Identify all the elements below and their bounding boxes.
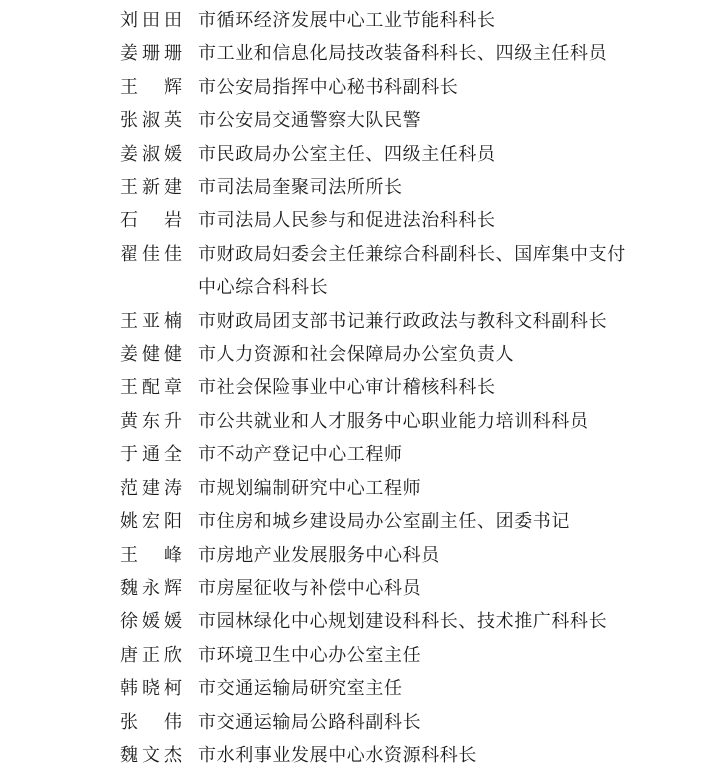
person-name: 王 峰 xyxy=(120,544,182,566)
person-title: 市公共就业和人才服务中心职业能力培训科科员 xyxy=(198,410,589,432)
list-item xyxy=(0,104,701,137)
person-name: 姜珊珊 xyxy=(120,43,182,65)
person-name: 韩晓柯 xyxy=(120,678,182,700)
list-item xyxy=(0,204,701,237)
person-name: 姚宏阳 xyxy=(120,511,182,533)
list-item xyxy=(0,4,701,37)
list-item xyxy=(0,605,701,638)
list-item xyxy=(0,371,701,404)
person-name: 魏文杰 xyxy=(120,744,182,766)
list-item xyxy=(0,505,701,538)
personnel-list xyxy=(0,4,701,772)
person-title: 市公安局指挥中心秘书科副科长 xyxy=(198,76,459,98)
person-title: 市财政局团支部书记兼行政政法与教科文科副科长 xyxy=(198,310,608,332)
list-item xyxy=(0,138,701,171)
person-title: 市公安局交通警察大队民警 xyxy=(198,110,422,132)
person-name: 姜淑媛 xyxy=(120,143,182,165)
list-item xyxy=(0,305,701,338)
person-title: 市环境卫生中心办公室主任 xyxy=(198,644,422,666)
list-item xyxy=(0,539,701,572)
person-name: 刘田田 xyxy=(120,10,182,31)
list-item xyxy=(0,672,701,705)
list-item xyxy=(0,438,701,471)
person-title: 市社会保险事业中心审计稽核科科长 xyxy=(198,377,496,399)
person-name: 于通全 xyxy=(120,444,182,466)
person-name: 魏永辉 xyxy=(120,577,182,599)
person-title: 市房地产业发展服务中心科员 xyxy=(198,544,440,566)
list-item xyxy=(0,639,701,672)
person-title: 市工业和信息化局技改装备科科长、四级主任科员 xyxy=(198,43,608,65)
list-item xyxy=(0,171,701,204)
person-name: 张淑英 xyxy=(120,110,182,132)
list-item xyxy=(0,472,701,505)
person-title: 市规划编制研究中心工程师 xyxy=(198,477,422,499)
person-title: 市司法局奎聚司法所所长 xyxy=(198,177,403,199)
person-name: 王配章 xyxy=(120,377,182,399)
person-name: 徐媛媛 xyxy=(120,611,182,633)
person-name: 姜健健 xyxy=(120,344,182,366)
person-title: 市不动产登记中心工程师 xyxy=(198,444,403,466)
person-name: 范建涛 xyxy=(120,477,182,499)
person-name: 王 辉 xyxy=(120,76,182,98)
person-title: 市人力资源和社会保障局办公室负责人 xyxy=(198,344,515,366)
person-title: 市民政局办公室主任、四级主任科员 xyxy=(198,143,496,165)
person-name: 王亚楠 xyxy=(120,310,182,332)
person-title: 市交通运输局公路科副科长 xyxy=(198,711,422,733)
person-name: 翟佳佳 xyxy=(120,243,182,265)
person-name: 唐正欣 xyxy=(120,644,182,666)
list-item xyxy=(0,706,701,739)
person-title: 市住房和城乡建设局办公室副主任、团委书记 xyxy=(198,511,570,533)
list-item xyxy=(0,71,701,104)
person-title: 市交通运输局研究室主任 xyxy=(198,678,403,700)
person-title: 市园林绿化中心规划建设科科长、技术推广科科长 xyxy=(198,611,608,633)
list-item xyxy=(0,37,701,70)
list-item xyxy=(0,739,701,772)
person-title: 市循环经济发展中心工业节能科科长 xyxy=(198,10,496,31)
list-item xyxy=(0,405,701,438)
person-title: 市司法局人民参与和促进法治科科长 xyxy=(198,210,496,232)
person-title: 市房屋征收与补偿中心科员 xyxy=(198,577,422,599)
person-name: 张 伟 xyxy=(120,711,182,733)
person-name: 黄东升 xyxy=(120,410,182,432)
person-title: 市水利事业发展中心水资源科科长 xyxy=(198,744,477,766)
person-name: 石 岩 xyxy=(120,210,182,232)
list-item xyxy=(0,572,701,605)
person-title: 市财政局妇委会主任兼综合科副科长、国库集中支付中心综合科科长 xyxy=(198,243,626,299)
list-item xyxy=(0,338,701,371)
list-item xyxy=(0,238,701,305)
person-name: 王新建 xyxy=(120,177,182,199)
